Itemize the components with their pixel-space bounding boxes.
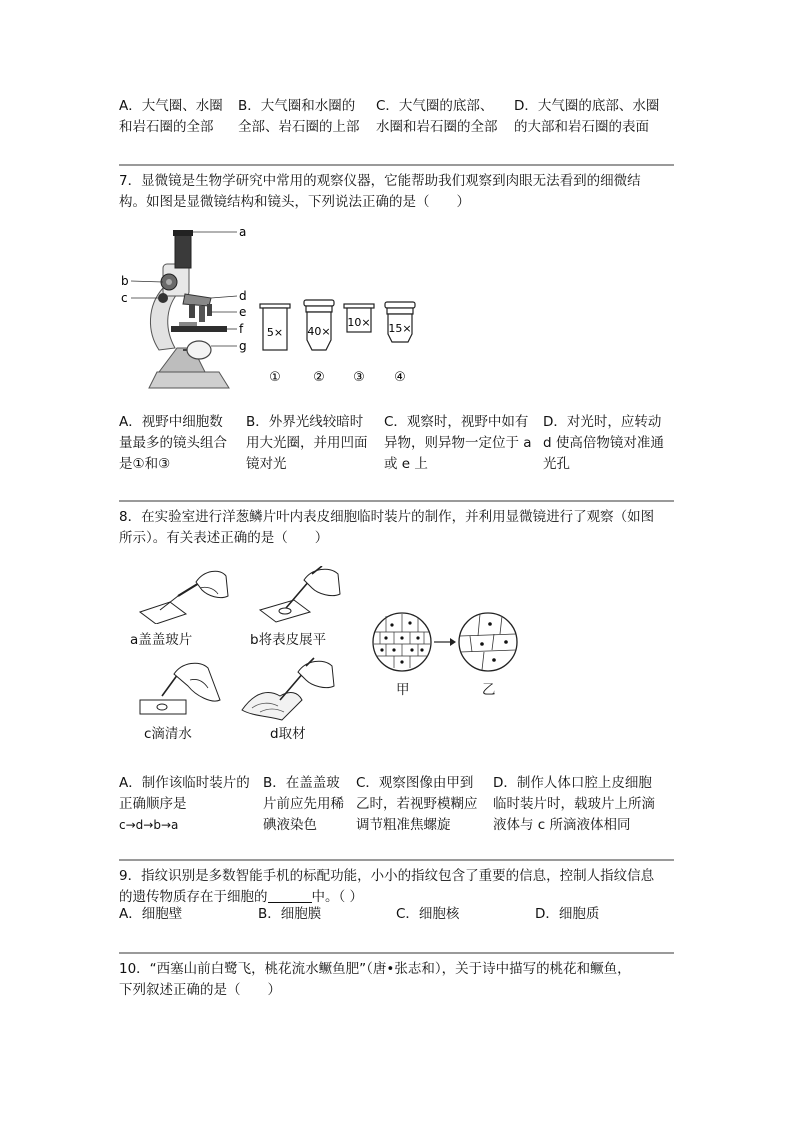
q6-option-b-line2: 全部、岩石圈的上部 <box>238 119 360 135</box>
q7-option-d <box>543 412 664 475</box>
q6-option-c-line2: 水圈和岩石圈的全部 <box>376 119 498 135</box>
q7-option-c-line2: 异物，则异物一定位于 a <box>384 435 532 451</box>
lens-4-number: ④ <box>394 370 406 385</box>
q8-option-d <box>493 773 655 836</box>
q9-stem-line2-prefix: 的遗传物质存在于细胞的 <box>119 889 268 905</box>
q8-option-b-line2: 片前应先用稀 <box>263 796 344 812</box>
q6-option-c <box>376 96 498 138</box>
q10-stem-line2: 下列叙述正确的是（ ） <box>119 982 281 998</box>
q8-stem <box>119 507 679 549</box>
label-c: c <box>121 291 128 305</box>
q7-option-a <box>119 412 227 475</box>
q7-option-c-line1: C．观察时，视野中如有 <box>384 414 529 430</box>
q8-option-b <box>263 773 344 836</box>
q7-option-b-line2: 用大光圈，并用凹面 <box>246 435 368 451</box>
lens-1-number: ① <box>269 370 281 385</box>
q7-option-b <box>246 412 368 475</box>
q10-stem <box>119 959 679 1001</box>
q7-option-a-line2: 量最多的镜头组合 <box>119 435 227 451</box>
label-e: e <box>239 305 247 319</box>
divider <box>119 500 674 502</box>
q8-option-a-line3: c→d→b→a <box>119 818 179 832</box>
view-yi-label: 乙 <box>482 682 496 698</box>
step-a-label: a盖盖玻片 <box>130 632 193 648</box>
q9-stem-line2-suffix: 中。（ ） <box>311 889 364 905</box>
q8-option-c <box>356 773 478 836</box>
q8-stem-line1: 8．在实验室进行洋葱鳞片叶内表皮细胞临时装片的制作，并利用显微镜进行了观察（如图 <box>119 509 655 525</box>
q9-stem <box>119 866 679 908</box>
lens-3-mag: 10× <box>347 316 371 329</box>
q9-option-b: B．细胞膜 <box>258 906 322 922</box>
label-d: d <box>239 289 247 303</box>
lens-3-number: ③ <box>353 370 365 385</box>
q7-option-b-line1: B．外界光线较暗时 <box>246 414 364 430</box>
q6-option-a <box>119 96 223 138</box>
divider <box>119 952 674 954</box>
q9-option-a: A．细胞壁 <box>119 906 183 922</box>
q7-option-a-line3: 是①和③ <box>119 456 171 472</box>
q9-option-c: C．细胞核 <box>396 906 460 922</box>
q7-option-d-line2: d 使高倍物镜对准通 <box>543 435 664 451</box>
q8-option-d-line1: D．制作人体口腔上皮细胞 <box>493 775 652 791</box>
q8-option-d-line3: 液体与 c 所滴液体相同 <box>493 817 631 833</box>
q7-stem-line1: 7．显微镜是生物学研究中常用的观察仪器，它能帮助我们观察到肉眼无法看到的细微结 <box>119 173 641 189</box>
label-b: b <box>121 274 129 288</box>
q8-option-a-line2: 正确顺序是 <box>119 796 187 812</box>
q8-option-b-line3: 碘液染色 <box>263 817 317 833</box>
q9-stem-line1: 9．指纹识别是多数智能手机的标配功能，小小的指纹包含了重要的信息，控制人指纹信息 <box>119 868 655 884</box>
q6-option-c-line1: C．大气圈的底部、 <box>376 98 494 114</box>
q7-option-c <box>384 412 532 475</box>
q7-option-b-line3: 镜对光 <box>246 456 287 472</box>
answer-blank <box>268 888 312 903</box>
label-a: a <box>239 225 247 239</box>
q8-stem-line2: 所示）。有关表述正确的是（ ） <box>119 530 329 546</box>
q6-option-b-line1: B．大气圈和水圈的 <box>238 98 356 114</box>
label-g: g <box>239 339 247 353</box>
step-d-take-material-image <box>240 656 340 722</box>
divider <box>119 859 674 861</box>
lens-2-number: ② <box>313 370 325 385</box>
q6-option-b <box>238 96 360 138</box>
step-d-label: d取材 <box>270 726 306 742</box>
q8-option-a-line1: A．制作该临时装片的 <box>119 775 250 791</box>
q7-stem <box>119 171 679 213</box>
q6-option-d <box>514 96 659 138</box>
view-jia-label: 甲 <box>396 682 410 698</box>
q6-option-d-line1: D．大气圈的底部、水圈 <box>514 98 660 114</box>
step-b-spread-epidermis-image <box>254 566 354 624</box>
label-f: f <box>239 322 244 336</box>
q8-option-b-line1: B．在盖盖玻 <box>263 775 340 791</box>
step-a-cover-slip-image <box>130 566 230 624</box>
step-c-drop-water-image <box>134 656 234 722</box>
microscope-figure <box>119 222 254 394</box>
q8-option-c-line3: 调节粗准焦螺旋 <box>356 817 451 833</box>
q10-stem-line1: 10．“西塞山前白鹭飞，桃花流水鳜鱼肥”（唐•张志和），关于诗中描写的桃花和鳜鱼， <box>119 961 631 977</box>
q7-option-a-line1: A．视野中细胞数 <box>119 414 223 430</box>
q8-option-c-line2: 乙时，若视野模糊应 <box>356 796 478 812</box>
lens-1-mag: 5× <box>266 326 284 339</box>
q6-option-a-line2: 和岩石圈的全部 <box>119 119 214 135</box>
q9-option-d: D．细胞质 <box>535 906 600 922</box>
q8-option-a <box>119 773 250 836</box>
q6-option-a-line1: A．大气圈、水圈 <box>119 98 223 114</box>
q7-option-c-line3: 或 e 上 <box>384 456 428 472</box>
q6-option-d-line2: 的大部和岩石圈的表面 <box>514 119 649 135</box>
lenses-figure <box>256 298 424 390</box>
q7-option-d-line1: D．对光时，应转动 <box>543 414 662 430</box>
q8-option-d-line2: 临时装片时，载玻片上所滴 <box>493 796 655 812</box>
step-b-label: b将表皮展平 <box>250 632 327 648</box>
q7-option-d-line3: 光孔 <box>543 456 570 472</box>
q7-stem-line2: 构。如图是显微镜结构和镜头，下列说法正确的是（ ） <box>119 194 470 210</box>
step-c-label: c滴清水 <box>144 726 192 742</box>
lens-4-mag: 15× <box>388 322 412 335</box>
q8-option-c-line1: C．观察图像由甲到 <box>356 775 474 791</box>
divider <box>119 164 674 166</box>
microscope-views-figure <box>372 610 522 674</box>
lens-2-mag: 40× <box>307 325 331 338</box>
